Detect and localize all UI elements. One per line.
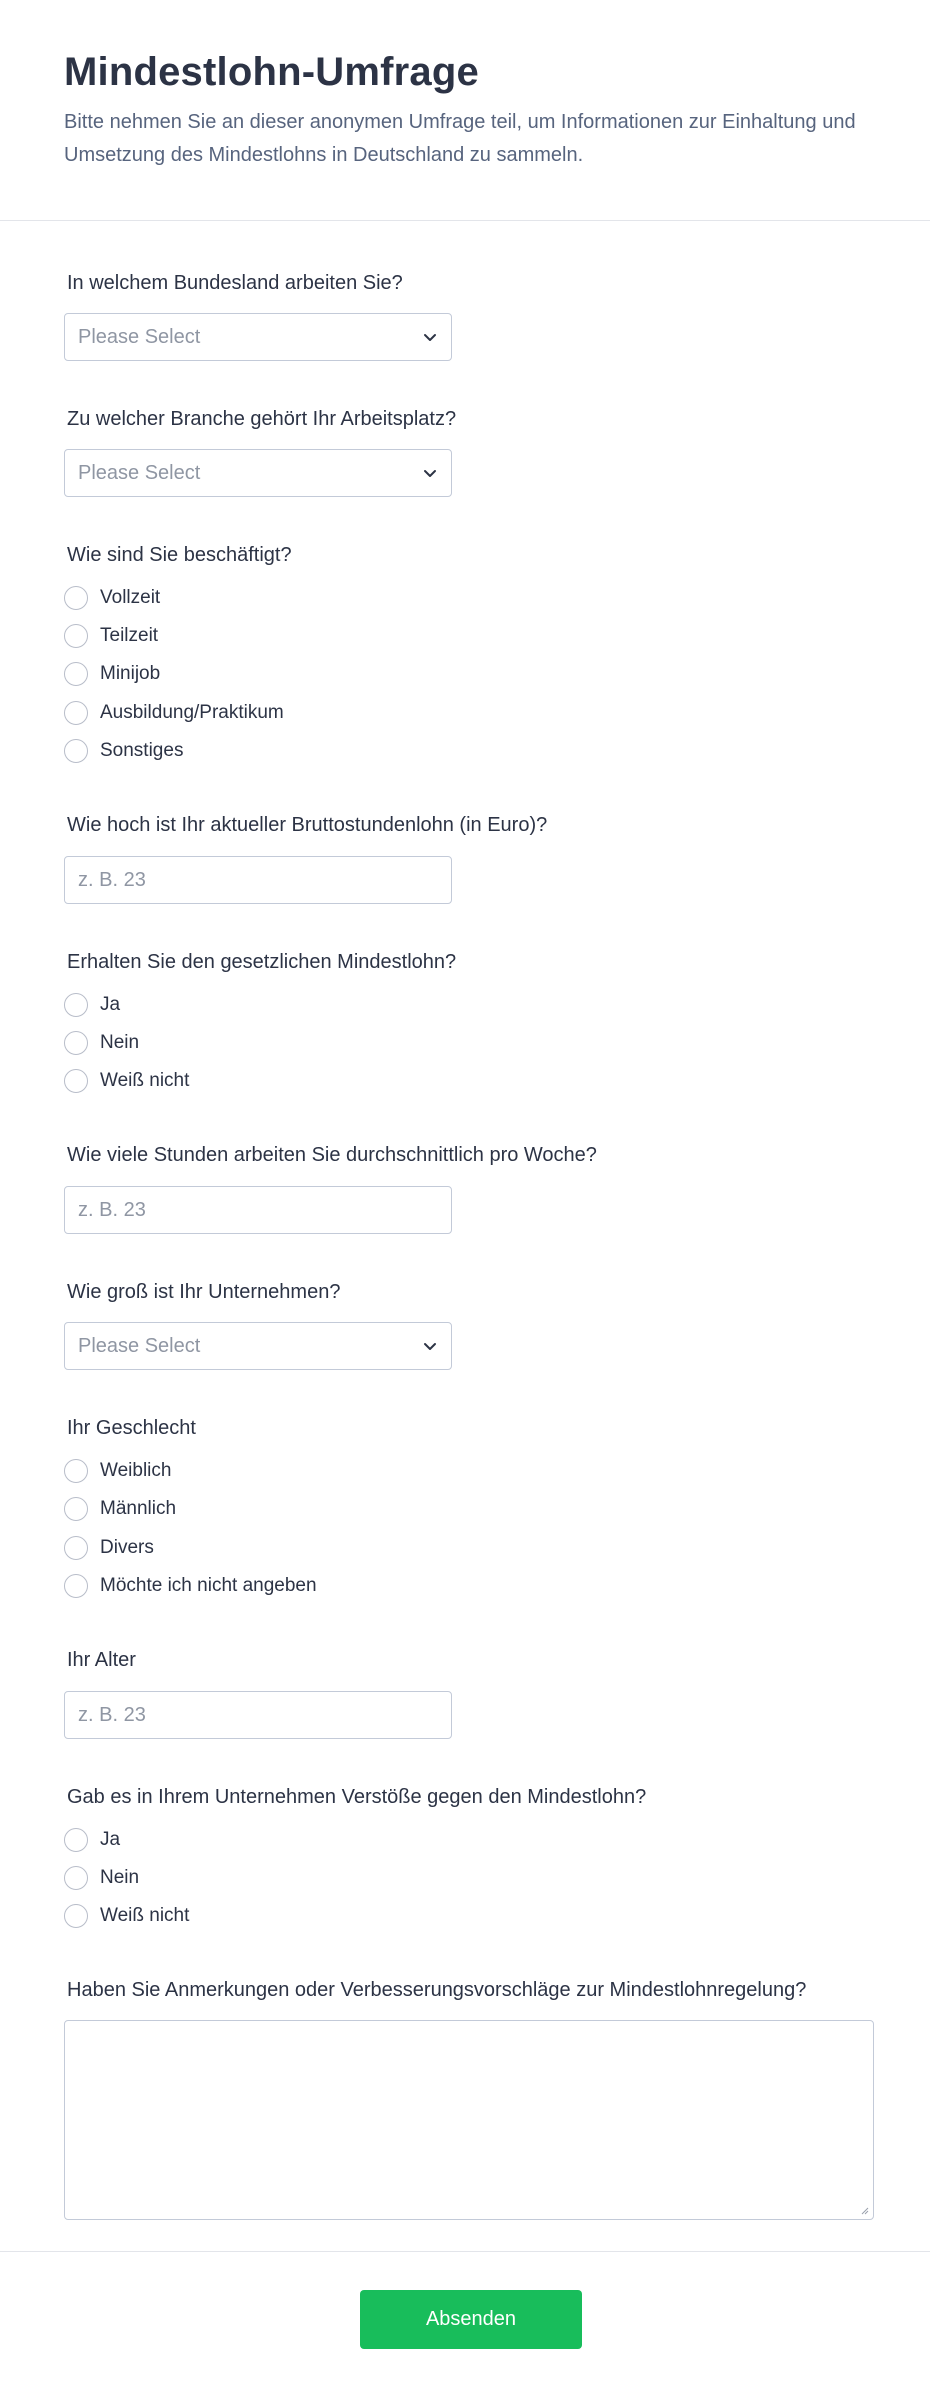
radio-label: Divers bbox=[100, 1537, 154, 1558]
select-placeholder: Please Select bbox=[78, 326, 201, 348]
radio-button[interactable] bbox=[64, 662, 88, 686]
radio-option-keine-angabe[interactable] bbox=[64, 1573, 317, 1599]
radio-button[interactable] bbox=[64, 1904, 88, 1928]
question-label-verstoesse: Gab es in Ihrem Unternehmen Verstöße gegen den Mindestlohn? bbox=[67, 1786, 647, 1808]
resize-handle-icon[interactable] bbox=[859, 2205, 869, 2215]
radio-label: Ja bbox=[100, 1829, 121, 1850]
radio-button[interactable] bbox=[64, 1574, 88, 1598]
question-label-branche: Zu welcher Branche gehört Ihr Arbeitsplatz? bbox=[67, 408, 457, 430]
radio-button[interactable] bbox=[64, 1866, 88, 1890]
radio-label: Nein bbox=[100, 1867, 140, 1888]
radio-label: Männlich bbox=[100, 1498, 177, 1519]
question-label-stundenlohn: Wie hoch ist Ihr aktueller Bruttostundenlohn (in Euro)? bbox=[67, 814, 548, 836]
radio-option-teilzeit[interactable] bbox=[64, 623, 158, 649]
radio-button[interactable] bbox=[64, 1069, 88, 1093]
radio-label: Weiß nicht bbox=[100, 1070, 190, 1091]
chevron-down-icon bbox=[423, 1339, 437, 1353]
radio-button[interactable] bbox=[64, 1459, 88, 1483]
question-label-anmerkungen: Haben Sie Anmerkungen oder Verbesserungsvorschläge zur Mindestlohnregelung? bbox=[67, 1979, 807, 2001]
radio-option-minijob[interactable] bbox=[64, 661, 160, 687]
radio-option-nein[interactable] bbox=[64, 1030, 139, 1056]
radio-label: Minijob bbox=[100, 663, 161, 684]
radio-label: Möchte ich nicht angeben bbox=[100, 1575, 317, 1596]
radio-option-maennlich[interactable] bbox=[64, 1496, 176, 1522]
radio-option-weiss-nicht[interactable] bbox=[64, 1903, 189, 1929]
radio-option-ausbildung[interactable] bbox=[64, 700, 284, 726]
radio-option-ja[interactable] bbox=[64, 992, 120, 1018]
radio-button[interactable] bbox=[64, 1031, 88, 1055]
branche-select[interactable] bbox=[64, 449, 452, 497]
footer-divider bbox=[0, 2251, 930, 2252]
radio-label: Teilzeit bbox=[100, 625, 159, 646]
radio-button[interactable] bbox=[64, 701, 88, 725]
radio-label: Nein bbox=[100, 1032, 140, 1053]
radio-option-sonstiges[interactable] bbox=[64, 738, 183, 764]
question-label-alter: Ihr Alter bbox=[67, 1649, 136, 1671]
select-placeholder: Please Select bbox=[78, 1335, 201, 1357]
radio-button[interactable] bbox=[64, 586, 88, 610]
question-label-geschlecht: Ihr Geschlecht bbox=[67, 1417, 196, 1439]
radio-label: Ja bbox=[100, 994, 121, 1015]
chevron-down-icon bbox=[423, 330, 437, 344]
radio-option-nein[interactable] bbox=[64, 1865, 139, 1891]
radio-label: Vollzeit bbox=[100, 587, 161, 608]
chevron-down-icon bbox=[423, 466, 437, 480]
alter-input[interactable] bbox=[64, 1691, 452, 1739]
form-title: Mindestlohn-Umfrage bbox=[64, 50, 479, 94]
radio-option-weiss-nicht[interactable] bbox=[64, 1068, 189, 1094]
select-placeholder: Please Select bbox=[78, 462, 201, 484]
question-label-beschaeftigung: Wie sind Sie beschäftigt? bbox=[67, 544, 292, 566]
radio-label: Weiblich bbox=[100, 1460, 172, 1481]
bundesland-select[interactable] bbox=[64, 313, 452, 361]
stunden-input[interactable] bbox=[64, 1186, 452, 1234]
question-label-stunden: Wie viele Stunden arbeiten Sie durchschnittlich pro Woche? bbox=[67, 1144, 597, 1166]
stundenlohn-input[interactable] bbox=[64, 856, 452, 904]
question-label-unternehmen: Wie groß ist Ihr Unternehmen? bbox=[67, 1281, 341, 1303]
radio-option-divers[interactable] bbox=[64, 1535, 154, 1561]
radio-button[interactable] bbox=[64, 1536, 88, 1560]
radio-button[interactable] bbox=[64, 739, 88, 763]
radio-button[interactable] bbox=[64, 1497, 88, 1521]
radio-label: Ausbildung/Praktikum bbox=[100, 702, 284, 723]
question-label-mindestlohn: Erhalten Sie den gesetzlichen Mindestlohn? bbox=[67, 951, 457, 973]
radio-option-vollzeit[interactable] bbox=[64, 585, 160, 611]
radio-option-ja[interactable] bbox=[64, 1827, 120, 1853]
radio-label: Weiß nicht bbox=[100, 1905, 190, 1926]
radio-button[interactable] bbox=[64, 624, 88, 648]
form-header bbox=[0, 0, 930, 221]
radio-option-weiblich[interactable] bbox=[64, 1458, 171, 1484]
radio-button[interactable] bbox=[64, 993, 88, 1017]
radio-button[interactable] bbox=[64, 1828, 88, 1852]
anmerkungen-textarea[interactable] bbox=[64, 2020, 874, 2220]
question-label-bundesland: In welchem Bundesland arbeiten Sie? bbox=[67, 272, 403, 294]
submit-button[interactable]: Absenden bbox=[360, 2290, 582, 2349]
radio-label: Sonstiges bbox=[100, 740, 184, 761]
unternehmen-select[interactable] bbox=[64, 1322, 452, 1370]
form-subtitle: Bitte nehmen Sie an dieser anonymen Umfrage teil, um Informationen zur Einhaltung und Umsetzung des Mindestlohns in Deutschland zu sammeln. bbox=[64, 111, 856, 166]
